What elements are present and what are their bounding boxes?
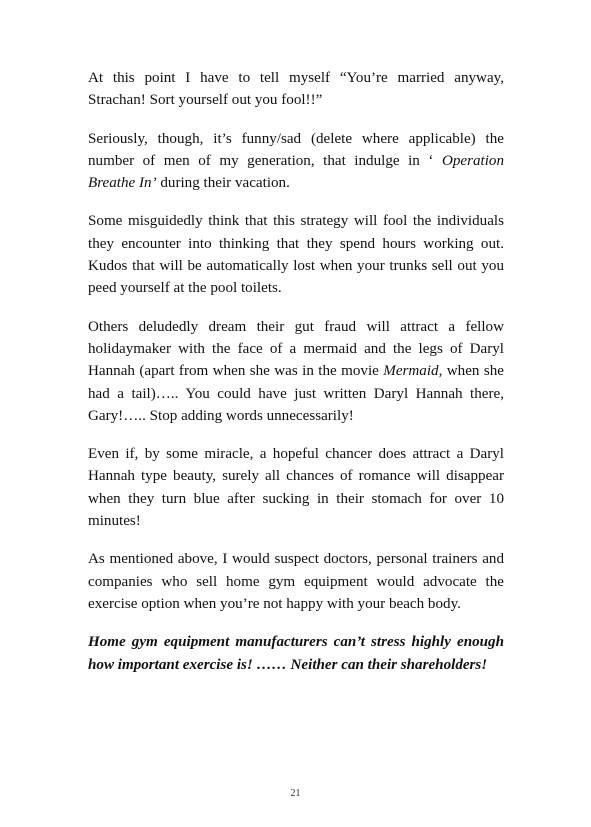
paragraph-text: during their vacation. xyxy=(156,175,290,192)
paragraph-text: Others deludedly dream their gut fraud will attract a fellow holidaymaker with the face of a mermaid and the legs of Daryl Hannah (apart from when she was in the movie xyxy=(88,318,504,380)
italic-phrase: Operation Breathe In’ xyxy=(88,152,504,192)
paragraph-daryl-hannah xyxy=(88,316,504,427)
page-number: 21 xyxy=(290,788,301,799)
paragraph-text: Seriously, though, it’s funny/sad (delete where applicable) the number of men of my generation, that indulge in ‘ xyxy=(88,130,504,169)
paragraph-operation-breathe-in xyxy=(88,128,504,195)
paragraph-text: when she had a tail)….. You could have just written Daryl Hannah there, Gary!….. Stop adding words unnecessarily! xyxy=(88,363,504,424)
paragraph-married-anyway: At this point I have to tell myself “You’re married anyway, Strachan! Sort yourself out you fool!!” xyxy=(88,70,504,109)
italic-movie-title: Mermaid, xyxy=(383,363,443,380)
paragraph-exercise-option: As mentioned above, I would suspect doctors, personal trainers and companies who sell home gym equipment would advocate the exercise option when you’re not happy with your beach body. xyxy=(88,551,504,612)
page-body xyxy=(88,67,504,676)
paragraph-shareholders-emphasis: Home gym equipment manufacturers can’t stress highly enough how important exercise is! …… Neither can their shareholders! xyxy=(88,634,504,673)
paragraph-hopeful-chancer: Even if, by some miracle, a hopeful chancer does attract a Daryl Hannah type beauty, surely all chances of romance will disappear when they turn blue after sucking in their stomach for over 10 minutes! xyxy=(88,446,504,530)
paragraph-misguided-strategy: Some misguidedly think that this strategy will fool the individuals they encounter into thinking that they spend hours working out. Kudos that will be automatically lost when your trunks sell out you peed yourself at the pool toilets. xyxy=(88,213,504,297)
